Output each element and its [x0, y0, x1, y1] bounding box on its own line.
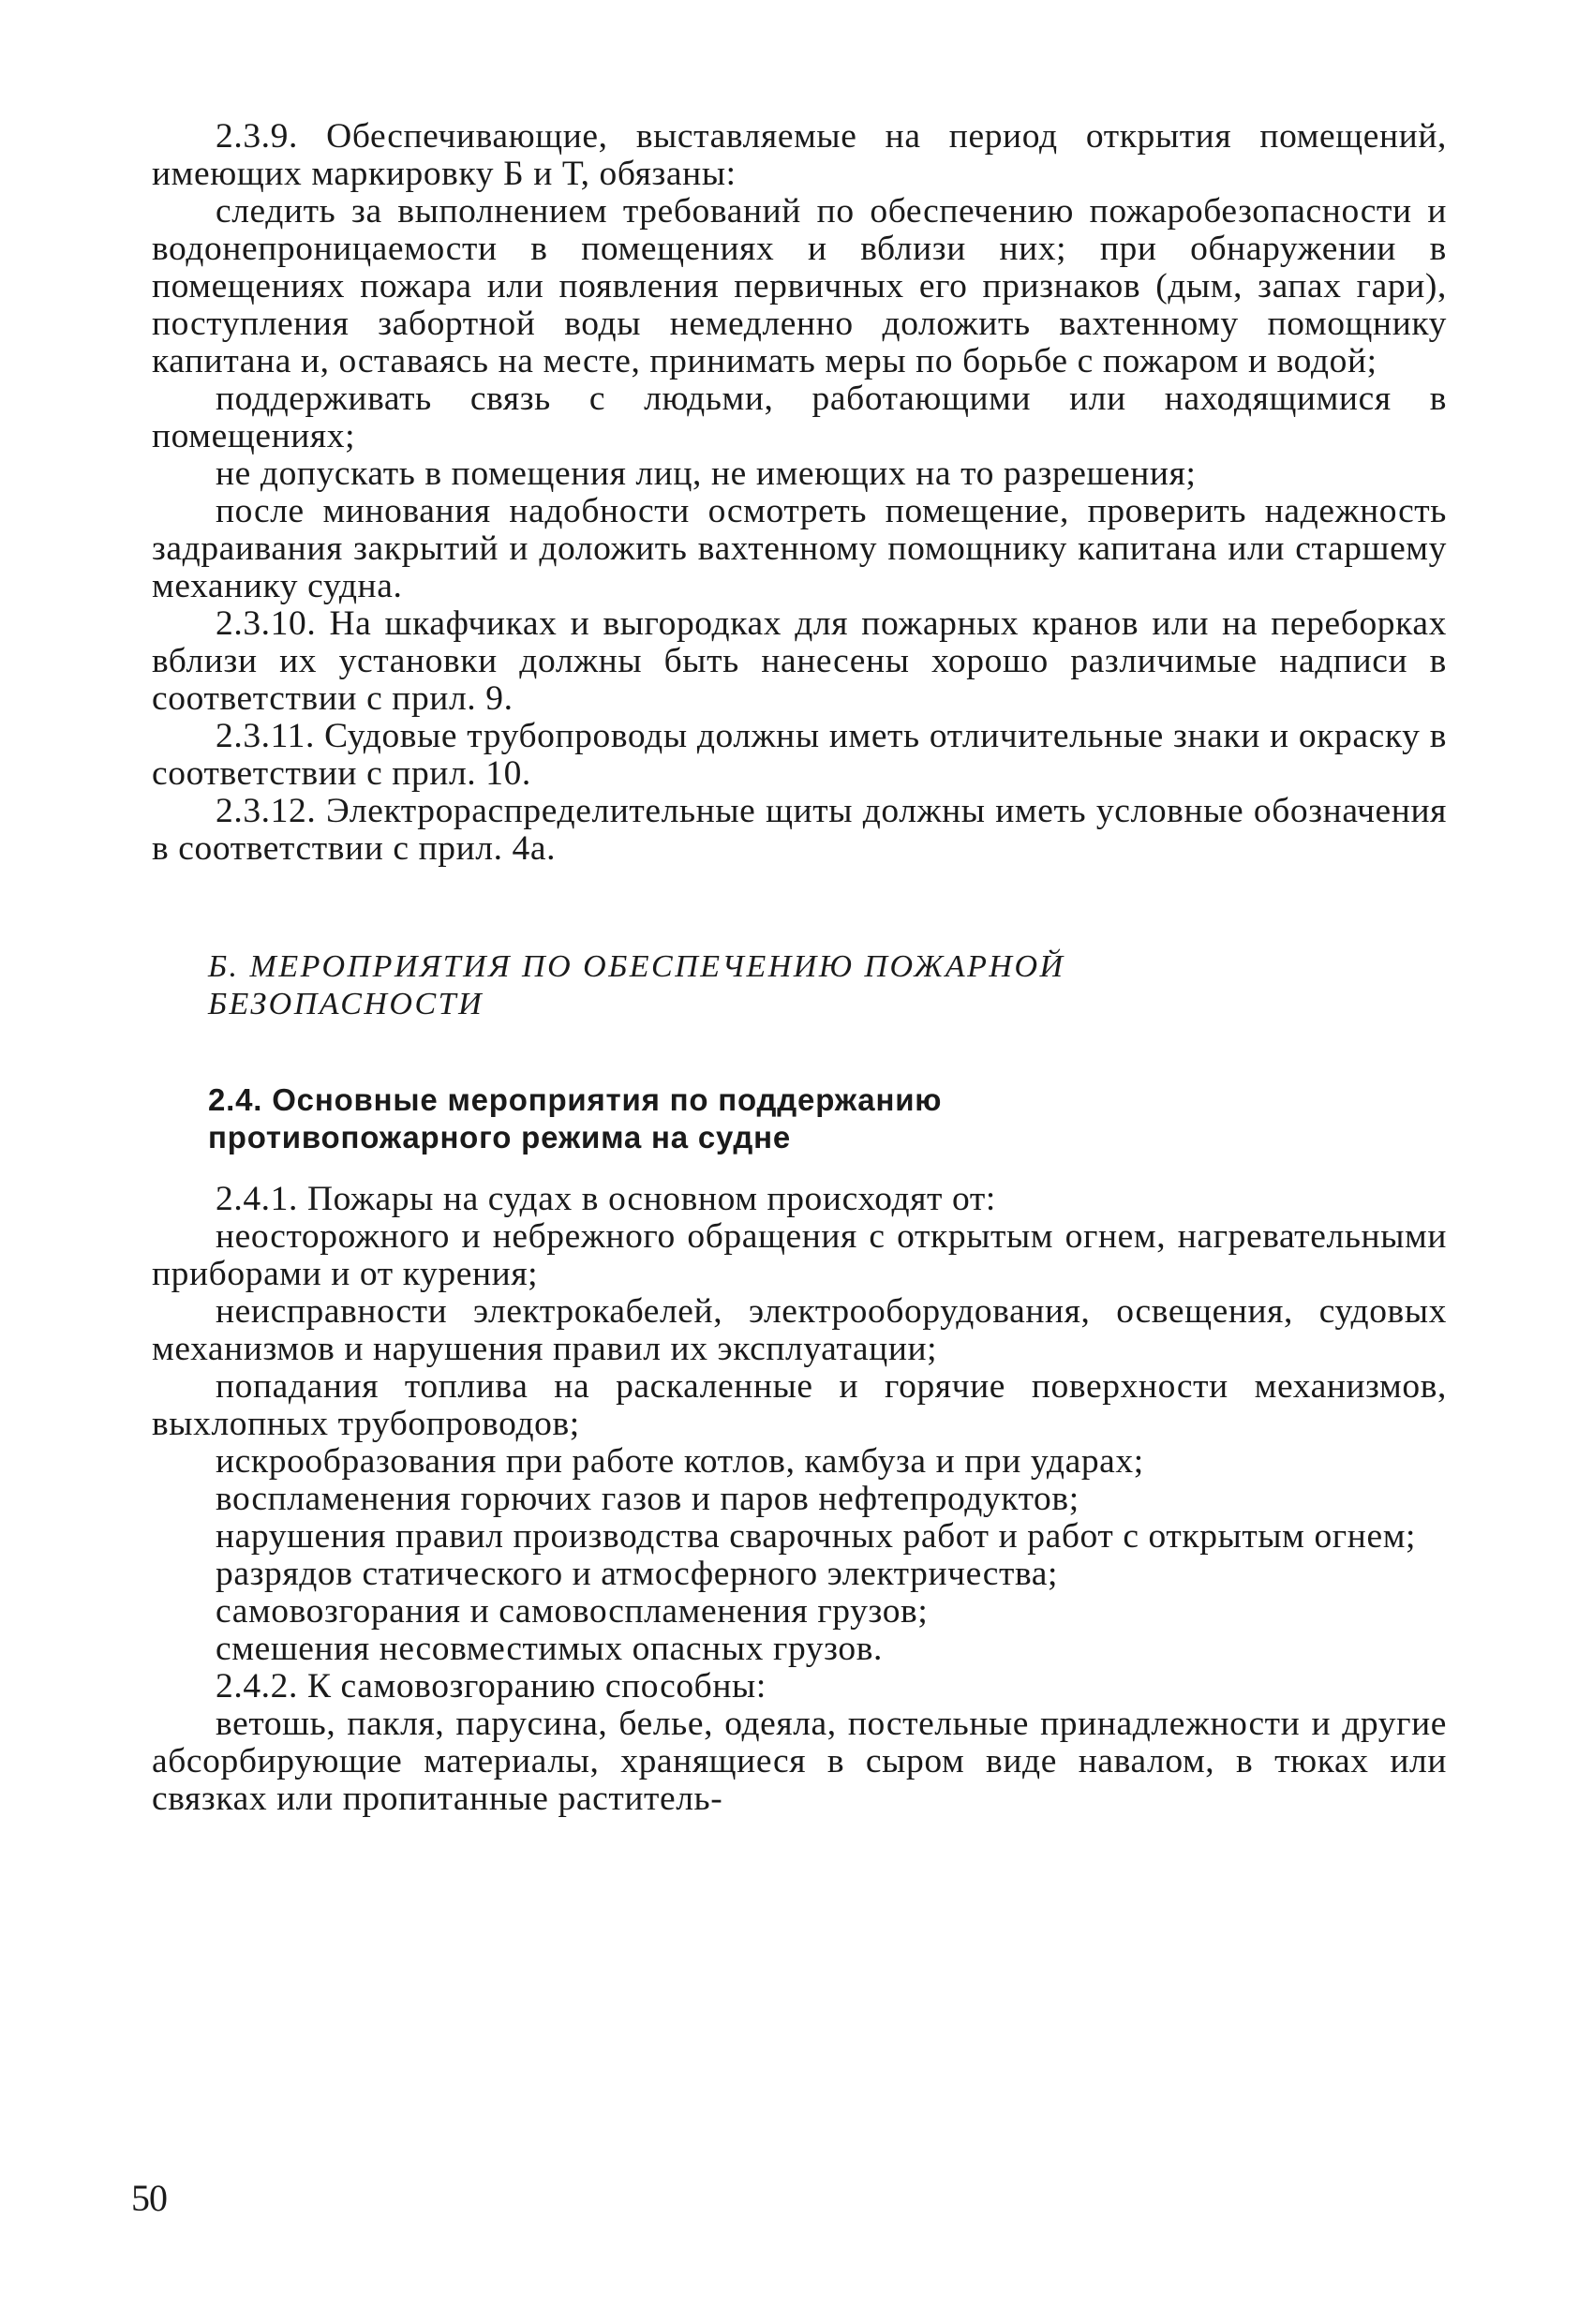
page-body: [152, 118, 1447, 1818]
section-heading: [152, 948, 1447, 1023]
list-item: воспламенения горючих газов и паров нефтепродуктов;: [216, 1480, 1079, 1518]
section-heading-line-2: БЕЗОПАСНОСТИ: [208, 987, 484, 1021]
list-item: не допускать в помещения лиц, не имеющих на то разрешения;: [216, 454, 1197, 493]
list-item: попадания топлива на раскаленные и горячие поверхности механизмов, выхлопных трубопроводов;: [152, 1367, 1447, 1443]
paragraph-2-4-2: 2.4.2. К самовозгоранию способны:: [216, 1667, 767, 1706]
list-item: поддерживать связь с людьми, работающими или находящимися в помещениях;: [152, 380, 1447, 455]
list-item: искрообразования при работе котлов, камбуза и при ударах;: [216, 1442, 1144, 1481]
subsection-heading: [152, 1081, 1447, 1156]
list-item: нарушения правил производства сварочных работ и работ с открытым огнем;: [216, 1517, 1417, 1556]
subsection-heading-line-2: противопожарного режима на судне: [208, 1120, 792, 1155]
subsection-heading-line-1: 2.4. Основные мероприятия по поддержанию: [208, 1082, 943, 1117]
paragraph-2-3-9: 2.3.9. Обеспечивающие, выставляемые на период открытия помещений, имеющих маркировку Б и Т, обязаны:: [152, 117, 1447, 193]
subsection-spacer: [152, 1023, 1447, 1081]
list-item: самовозгорания и самовоспламенения грузов;: [216, 1592, 929, 1631]
list-item: неисправности электрокабелей, электрооборудования, освещения, судовых механизмов и нарушения правил их эксплуатации;: [152, 1292, 1447, 1368]
paragraph-2-4-1: 2.4.1. Пожары на судах в основном происходят от:: [216, 1180, 996, 1218]
page-number: 50: [131, 2177, 167, 2219]
paragraph-2-3-10: 2.3.10. На шкафчиках и выгородках для пожарных кранов или на переборках вблизи их установки должны быть нанесены хорошо различимые надписи в соответствии с прил. 9.: [152, 604, 1447, 718]
paragraph-2-3-11: 2.3.11. Судовые трубопроводы должны иметь отличительные знаки и окраску в соответствии с прил. 10.: [152, 717, 1447, 793]
section-heading-line-1: Б. МЕРОПРИЯТИЯ ПО ОБЕСПЕЧЕНИЮ ПОЖАРНОЙ: [208, 949, 1065, 984]
section-spacer: [152, 868, 1447, 948]
list-item: после минования надобности осмотреть помещение, проверить надежность задраивания закрытий и доложить вахтенному помощнику капитана или старшему механику судна.: [152, 492, 1447, 605]
list-item: неосторожного и небрежного обращения с открытым огнем, нагревательными приборами и от курения;: [152, 1217, 1447, 1293]
list-item: ветошь, пакля, парусина, белье, одеяла, постельные принадлежности и другие абсорбирующие материалы, хранящиеся в сыром виде навалом, в тюках или связках или пропитанные раститель-: [152, 1705, 1447, 1818]
list-item: следить за выполнением требований по обеспечению пожаробезопасности и водонепроницаемости в помещениях и вблизи них; при обнаружении в помещениях пожара или появления первичных его признаков (дым, запах гари), поступления забортной воды немедленно доложить вахтенному помощнику капитана и, оставаясь на месте, принимать меры по борьбе с пожаром и водой;: [152, 192, 1447, 380]
list-item: смешения несовместимых опасных грузов.: [216, 1630, 883, 1668]
list-item: разрядов статического и атмосферного электричества;: [216, 1555, 1059, 1593]
paragraph-2-3-12: 2.3.12. Электрораспределительные щиты должны иметь условные обозначения в соответствии с прил. 4а.: [152, 792, 1447, 868]
